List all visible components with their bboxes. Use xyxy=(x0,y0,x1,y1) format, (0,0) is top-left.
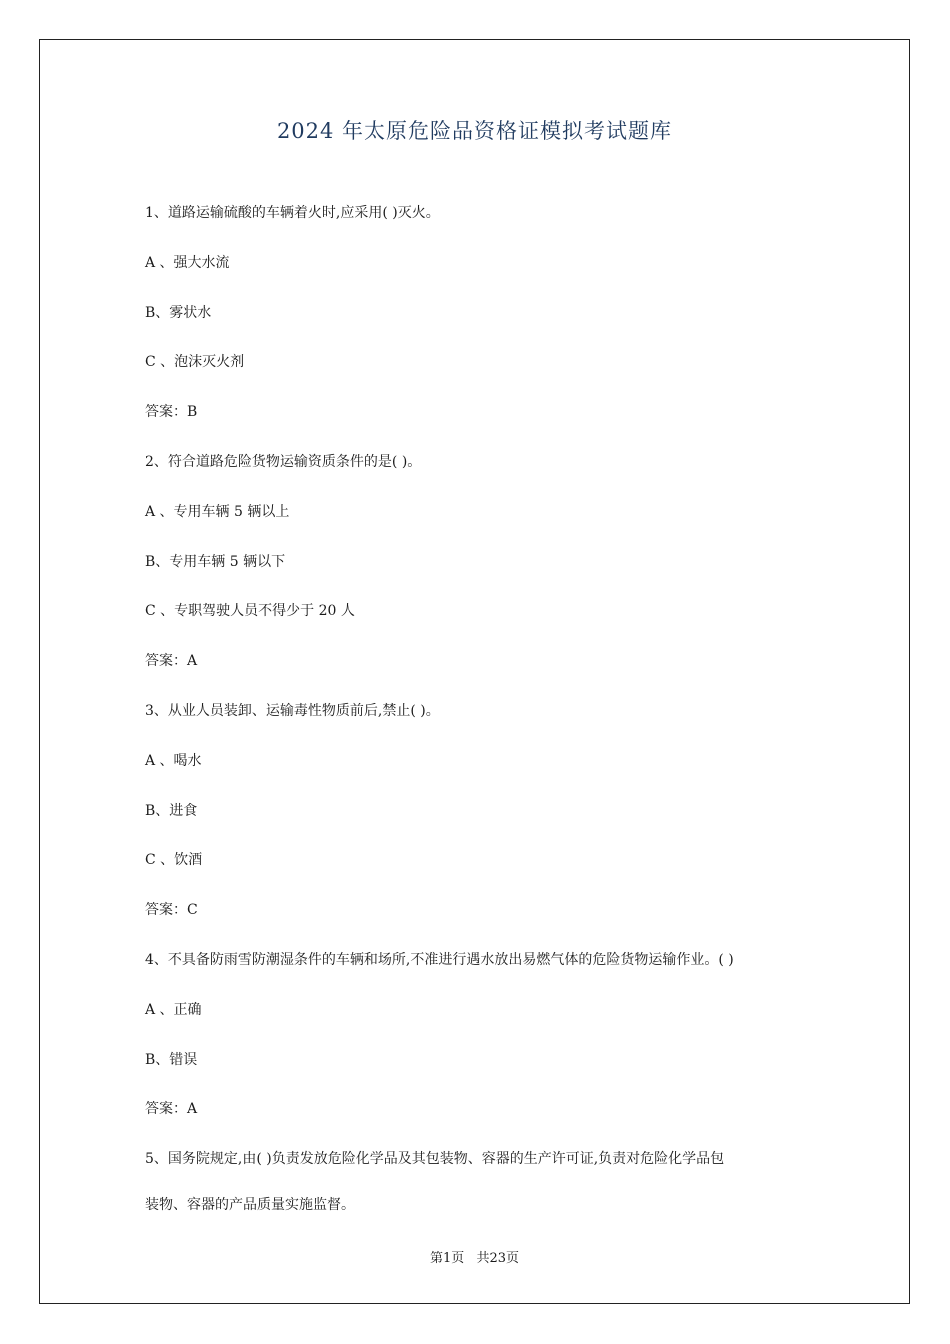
option-2b: B、专用车辆 5 辆以下 xyxy=(145,553,286,570)
option-2a: A 、专用车辆 5 辆以上 xyxy=(145,503,290,520)
answer-2: 答案：A xyxy=(145,653,198,670)
question-list xyxy=(145,200,835,1242)
answer-3: 答案：C xyxy=(145,902,198,919)
option-3c: C 、饮酒 xyxy=(145,852,203,869)
option-1c: C 、泡沫灭火剂 xyxy=(145,354,245,371)
question-3: 3、从业人员装卸、运输毒性物质前后,禁止( )。 xyxy=(145,702,440,719)
answer-1: 答案：B xyxy=(145,404,198,421)
question-1: 1、道路运输硫酸的车辆着火时,应采用( )灭火。 xyxy=(145,205,440,221)
option-2c: C 、专职驾驶人员不得少于 20 人 xyxy=(145,603,355,620)
question-5-continued: 装物、容器的产品质量实施监督。 xyxy=(145,1197,355,1214)
option-1a: A 、强大水流 xyxy=(145,254,230,271)
option-4b: B、错误 xyxy=(145,1051,198,1068)
question-2: 2、符合道路危险货物运输资质条件的是( )。 xyxy=(145,453,422,470)
question-4: 4、不具备防雨雪防潮湿条件的车辆和场所,不准进行遇水放出易燃气体的危险货物运输作业。( ) xyxy=(145,951,734,968)
question-5: 5、国务院规定,由( )负责发放危险化学品及其包装物、容器的生产许可证,负责对危险化学品包 xyxy=(145,1151,725,1168)
option-3a: A 、喝水 xyxy=(145,752,202,769)
page-number: 第1页 xyxy=(430,1251,465,1266)
page-footer xyxy=(39,1247,910,1266)
page-title: 2024 年太原危险品资格证模拟考试题库 xyxy=(276,119,673,143)
option-4a: A 、正确 xyxy=(145,1001,202,1018)
page-total: 共23页 xyxy=(476,1251,519,1266)
option-3b: B、进食 xyxy=(145,802,198,819)
answer-4: 答案：A xyxy=(145,1101,198,1118)
option-1b: B、雾状水 xyxy=(145,304,212,321)
